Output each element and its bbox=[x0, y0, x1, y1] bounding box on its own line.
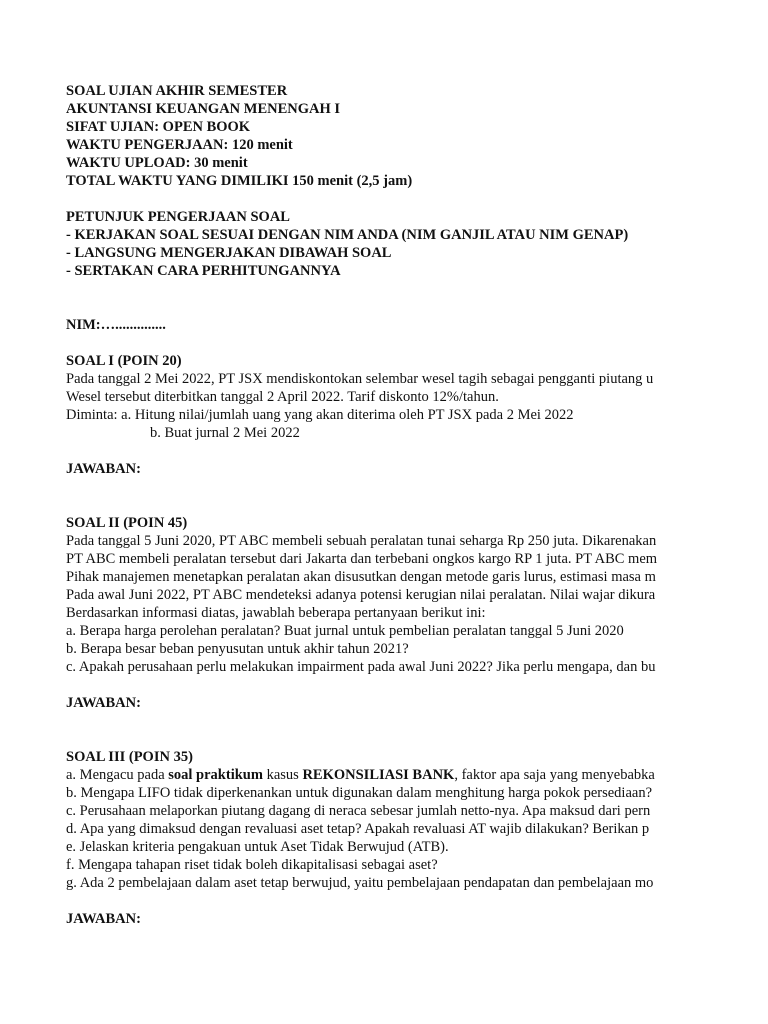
soal-1-subtask-b: b. Buat jurnal 2 Mei 2022 bbox=[150, 425, 300, 441]
soal-2-heading: SOAL II (POIN 45) bbox=[66, 515, 188, 531]
soal-2-text: Berdasarkan informasi diatas, jawablah beberapa pertanyaan berikut ini: bbox=[66, 605, 486, 621]
soal-2-question: b. Berapa besar beban penyusutan untuk akhir tahun 2021? bbox=[66, 641, 409, 657]
instruction-item: - SERTAKAN CARA PERHITUNGANNYA bbox=[66, 263, 341, 279]
soal-2-answer-label: JAWABAN: bbox=[66, 695, 141, 711]
soal-2-question: a. Berapa harga perolehan peralatan? Buat jurnal untuk pembelian peralatan tanggal 5 Juni 2020 bbox=[66, 623, 624, 639]
soal-2-question: c. Apakah perusahaan perlu melakukan impairment pada awal Juni 2022? Jika perlu mengapa, dan bu bbox=[66, 659, 656, 675]
spacer bbox=[66, 280, 692, 316]
soal-3-a-bold-praktikum: soal praktikum bbox=[168, 767, 263, 783]
exam-title: SOAL UJIAN AKHIR SEMESTER bbox=[66, 83, 288, 99]
soal-3-answer-label: JAWABAN: bbox=[66, 911, 141, 927]
instruction-item: - LANGSUNG MENGERJAKAN DIBAWAH SOAL bbox=[66, 245, 392, 261]
soal-3-heading: SOAL III (POIN 35) bbox=[66, 749, 193, 765]
soal-2-text: Pihak manajemen menetapkan peralatan akan disusutkan dengan metode garis lurus, estimasi masa m bbox=[66, 569, 656, 585]
soal-2-text: Pada awal Juni 2022, PT ABC mendeteksi adanya potensi kerugian nilai peralatan. Nilai wajar dikura bbox=[66, 587, 656, 603]
exam-nature: SIFAT UJIAN: OPEN BOOK bbox=[66, 119, 251, 135]
spacer bbox=[66, 190, 692, 208]
spacer bbox=[66, 676, 692, 694]
soal-1-heading: SOAL I (POIN 20) bbox=[66, 353, 182, 369]
soal-1-text: Pada tanggal 2 Mei 2022, PT JSX mendiskontokan selembar wesel tagih sebagai pengganti piutang u bbox=[66, 371, 654, 387]
total-time: TOTAL WAKTU YANG DIMILIKI 150 menit (2,5 jam) bbox=[66, 173, 413, 189]
soal-3-question: g. Ada 2 pembelajaan dalam aset tetap berwujud, yaitu pembelajaan pendapatan dan pembelajaan mo bbox=[66, 875, 654, 891]
spacer bbox=[66, 334, 692, 352]
nim-field: NIM:….............. bbox=[66, 317, 166, 333]
soal-3-a-bold-rekonsiliasi: REKONSILIASI BANK bbox=[302, 767, 455, 783]
soal-3-question-a bbox=[66, 766, 692, 784]
soal-3-question: b. Mengapa LIFO tidak diperkenankan untuk digunakan dalam menghitung harga pokok persediaan? bbox=[66, 785, 653, 801]
spacer bbox=[66, 478, 692, 514]
soal-2-text: PT ABC membeli peralatan tersebut dari Jakarta dan terbebani ongkos kargo RP 1 juta. PT ABC mem bbox=[66, 551, 658, 567]
instructions-heading: PETUNJUK PENGERJAAN SOAL bbox=[66, 209, 290, 225]
spacer bbox=[66, 442, 692, 460]
soal-3-question: f. Mengapa tahapan riset tidak boleh dikapitalisasi sebagai aset? bbox=[66, 857, 438, 873]
soal-3-a-pre: a. Mengacu pada bbox=[66, 767, 169, 783]
upload-time: WAKTU UPLOAD: 30 menit bbox=[66, 155, 248, 171]
course-name: AKUNTANSI KEUANGAN MENENGAH I bbox=[66, 101, 341, 117]
soal-2-text: Pada tanggal 5 Juni 2020, PT ABC membeli sebuah peralatan tunai seharga Rp 250 juta. Dikarenakan bbox=[66, 533, 657, 549]
spacer bbox=[66, 712, 692, 748]
soal-3-question: c. Perusahaan melaporkan piutang dagang di neraca sebesar jumlah netto-nya. Apa maksud dari pern bbox=[66, 803, 651, 819]
soal-3-a-mid: kasus bbox=[262, 767, 303, 783]
spacer bbox=[66, 892, 692, 910]
soal-1-text: Wesel tersebut diterbitkan tanggal 2 April 2022. Tarif diskonto 12%/tahun. bbox=[66, 389, 499, 405]
soal-1-text: Diminta: a. Hitung nilai/jumlah uang yang akan diterima oleh PT JSX pada 2 Mei 2022 bbox=[66, 407, 574, 423]
work-time: WAKTU PENGERJAAN: 120 menit bbox=[66, 137, 293, 153]
soal-3-question: d. Apa yang dimaksud dengan revaluasi aset tetap? Apakah revaluasi AT wajib dilakukan? Berikan p bbox=[66, 821, 650, 837]
soal-3-a-post: , faktor apa saja yang menyebabka bbox=[454, 767, 655, 783]
document-body bbox=[66, 82, 692, 928]
soal-3-question: e. Jelaskan kriteria pengakuan untuk Aset Tidak Berwujud (ATB). bbox=[66, 839, 449, 855]
soal-1-answer-label: JAWABAN: bbox=[66, 461, 141, 477]
instruction-item: - KERJAKAN SOAL SESUAI DENGAN NIM ANDA (NIM GANJIL ATAU NIM GENAP) bbox=[66, 227, 629, 243]
